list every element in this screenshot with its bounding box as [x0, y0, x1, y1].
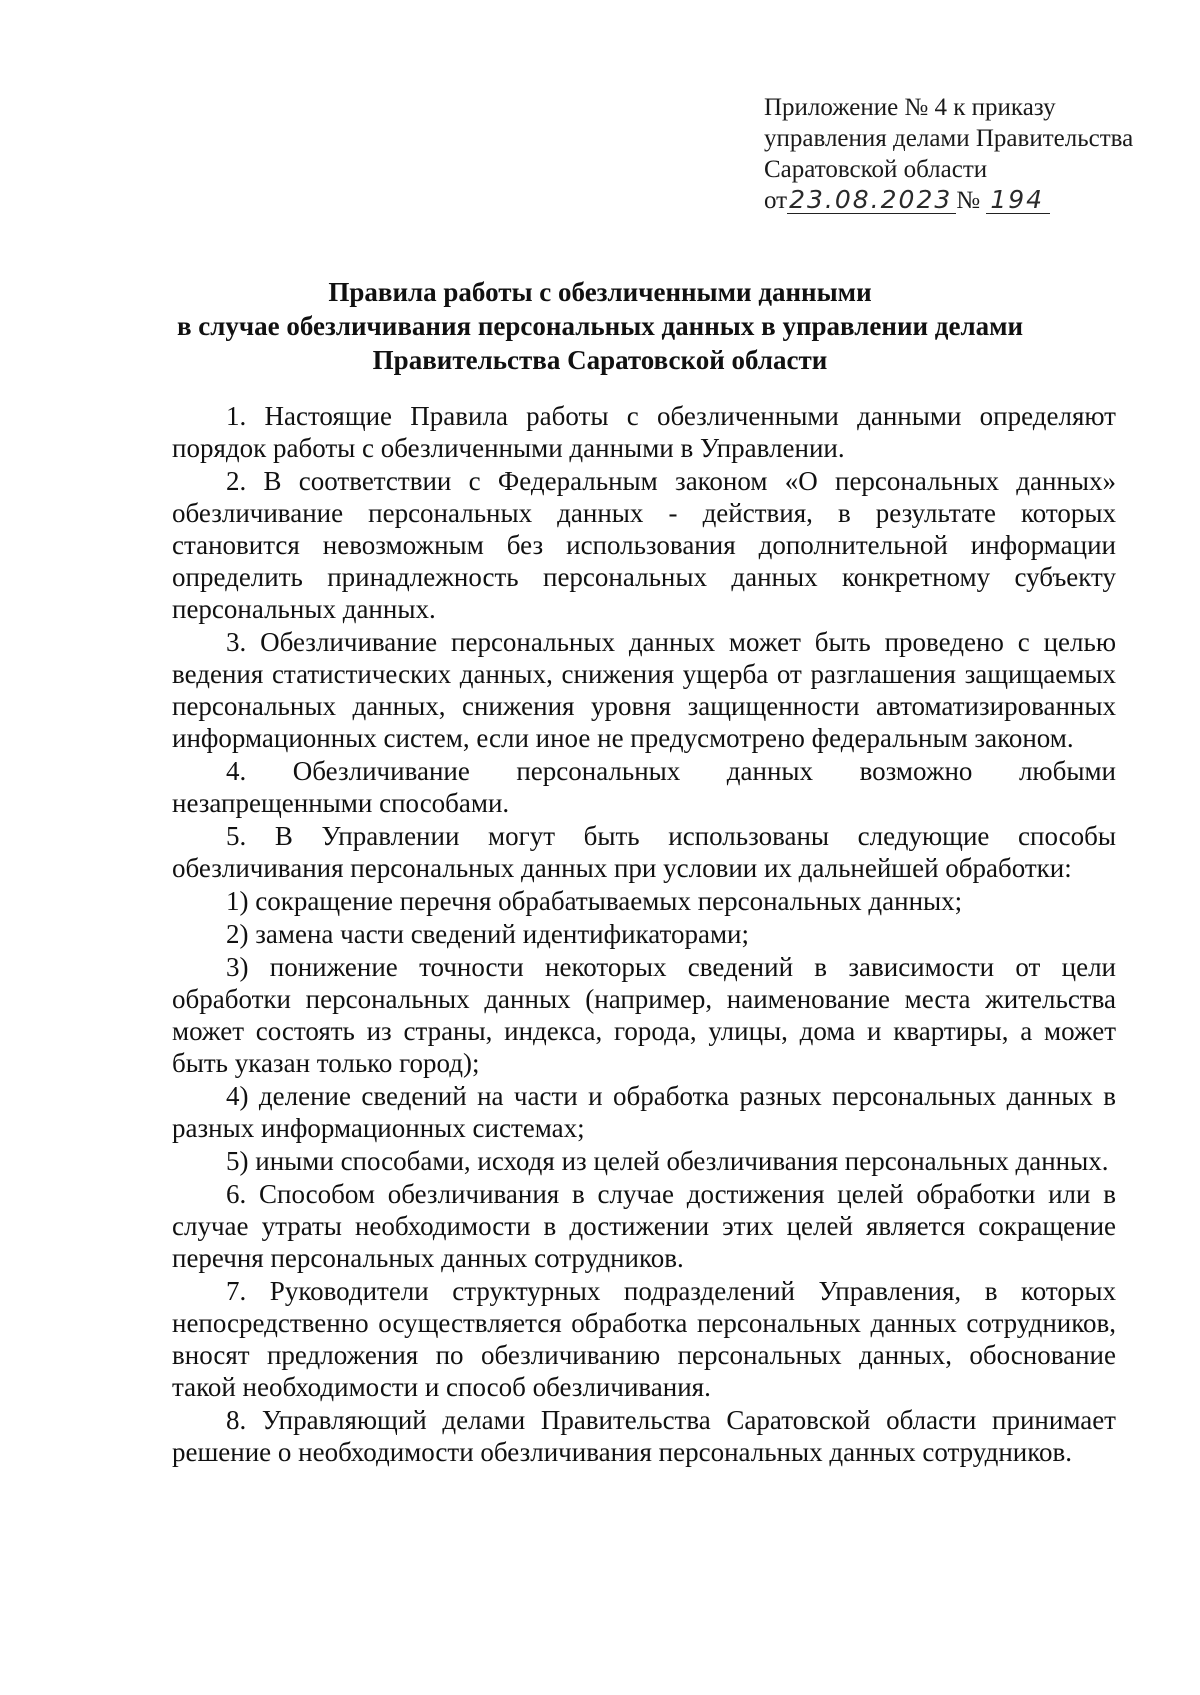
title-line-2: в случае обезличивания персональных данных в управлении делами — [176, 311, 1024, 341]
list-item-1: 1) сокращение перечня обрабатываемых персональных данных; — [226, 886, 963, 916]
title-line-1: Правила работы с обезличенными данными — [328, 277, 872, 307]
number-prefix: № — [956, 187, 981, 214]
document-title — [150, 275, 1050, 377]
paragraph-8: 8. Управляющий делами Правительства Саратовской области принимает решение о необходимости обезличивания персональных данных сотрудников. — [172, 1405, 1116, 1467]
appendix-date-line — [764, 185, 1124, 216]
handwritten-date: 23.08.2023 — [787, 187, 956, 214]
date-prefix: от — [764, 187, 788, 214]
paragraph-4: 4. Обезличивание персональных данных возможно любыми незапрещенными способами. — [172, 756, 1116, 818]
handwritten-number: 194 — [986, 187, 1050, 214]
paragraph-1: 1. Настоящие Правила работы с обезличенными данными определяют порядок работы с обезличенными данными в Управлении. — [172, 401, 1116, 463]
appendix-line-2: управления делами Правительства — [764, 125, 1134, 152]
appendix-line-3: Саратовской области — [764, 156, 988, 183]
appendix-line-1: Приложение № 4 к приказу — [764, 94, 1056, 121]
paragraph-3: 3. Обезличивание персональных данных может быть проведено с целью ведения статистических данных, снижения ущерба от разглашения защищаемых персональных данных, снижения уровня защищенности автоматизированных информационных систем, если иное не предусмотрено федеральным законом. — [172, 627, 1116, 753]
paragraph-6: 6. Способом обезличивания в случае достижения целей обработки или в случае утраты необходимости в достижении этих целей является сокращение перечня персональных данных сотрудников. — [172, 1179, 1116, 1273]
document-body — [172, 400, 1116, 1469]
list-item-2: 2) замена части сведений идентификаторами; — [226, 919, 749, 949]
list-item-3: 3) понижение точности некоторых сведений в зависимости от цели обработки персональных данных (например, наименование места жительства может состоять из страны, индекса, города, улицы, дома и квартиры, а может быть указан только город); — [172, 952, 1116, 1078]
paragraph-2: 2. В соответствии с Федеральным законом «О персональных данных» обезличивание персональных данных - действия, в результате которых становится невозможным без использования дополнительной информации определить принадлежность персональных данных конкретному субъекту персональных данных. — [172, 466, 1116, 624]
title-line-3: Правительства Саратовской области — [372, 345, 828, 375]
paragraph-5: 5. В Управлении могут быть использованы следующие способы обезличивания персональных данных при условии их дальнейшей обработки: — [172, 821, 1116, 883]
list-item-5: 5) иными способами, исходя из целей обезличивания персональных данных. — [226, 1146, 1109, 1176]
appendix-header — [764, 92, 1134, 216]
list-item-4: 4) деление сведений на части и обработка разных персональных данных в разных информационных системах; — [172, 1081, 1116, 1143]
paragraph-7: 7. Руководители структурных подразделений Управления, в которых непосредственно осуществляется обработка персональных данных сотрудников, вносят предложения по обезличиванию персональных данных, обоснование такой необходимости и способ обезличивания. — [172, 1276, 1116, 1402]
